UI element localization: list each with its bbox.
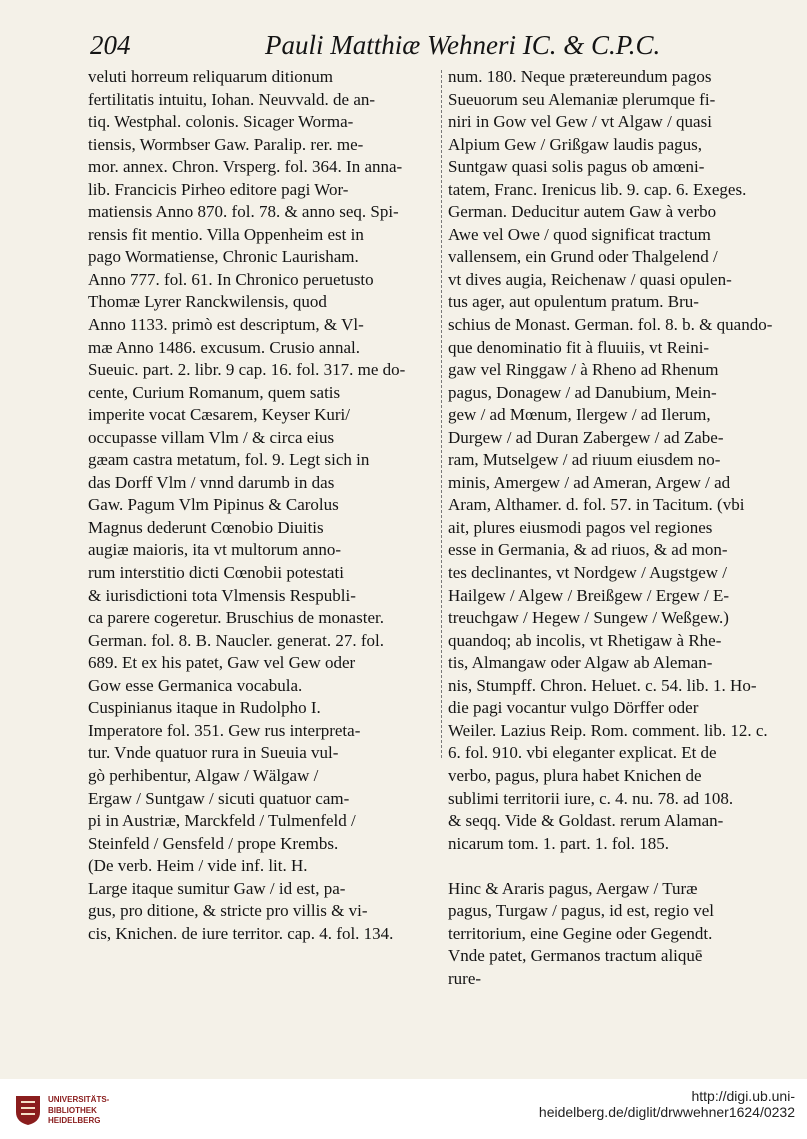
text-line: minis, Amergew / ad Ameran, Argew / ad [448,472,731,492]
text-line: Thomæ Lyrer Ranckwilensis, quod [88,292,327,312]
text-line: rensis fit mentio. Villa Oppenheim est in [88,224,364,244]
text-line: Sueuorum seu Alemaniæ plerumque fi- [448,89,716,109]
text-line: num. 180. Neque prætereundum pagos [448,67,712,86]
text-line: das Dorff Vlm / vnnd darumb in das [88,472,335,492]
text-line: mor. annex. Chron. Vrsperg. fol. 364. In anna- [88,157,403,177]
text-line: cente, Curium Romanum, quem satis [88,382,341,402]
text-line: veluti horreum reliquarum ditionum [88,67,334,86]
library-seal-icon [14,1092,42,1126]
text-line: & iurisdictioni tota Vlmensis Respubli- [88,585,356,605]
text-line: mæ Anno 1486. excusum. Crusio annal. [88,337,360,357]
text-line: rure- [448,968,482,988]
text-line: (De verb. Heim / vide inf. lit. H. [88,856,308,876]
text-line: Weiler. Lazius Reip. Rom. comment. lib. 12. c. [448,720,768,740]
text-line: tes declinantes, vt Nordgew / Augstgew / [448,563,728,583]
text-line: Aram, Althamer. d. fol. 57. in Tacitum. (vbi [448,495,745,515]
text-line: sublimi territorii iure, c. 4. nu. 78. ad 108. [448,788,734,808]
text-line: Suntgaw quasi solis pagus ob amœni- [448,157,705,177]
text-line: Gaw. Pagum Vlm Pipinus & Carolus [88,495,339,515]
text-line: esse in Germania, & ad riuos, & ad mon- [448,540,728,560]
text-line: Hailgew / Algew / Breißgew / Ergew / E- [448,585,730,605]
text-line: die pagi vocantur vulgo Dörffer oder [448,698,699,718]
text-line: cis, Knichen. de iure territor. cap. 4. fol. 134. [88,923,394,943]
text-line: gew / ad Mœnum, Ilergew / ad Ilerum, [448,405,711,425]
text-line: matiensis Anno 870. fol. 78. & anno seq. Spi- [88,202,399,222]
text-line: nis, Stumpff. Chron. Heluet. c. 54. lib. 1. Ho- [448,675,757,695]
text-line: territorium, eine Gegine oder Gegendt. [448,923,713,943]
text-line: Anno 777. fol. 61. In Chronico peruetusto [88,269,374,289]
column-divider [441,70,442,758]
text-line: occupasse villam Vlm / & circa eius [88,427,335,447]
text-line: tiq. Westphal. colonis. Sicager Worma- [88,112,354,132]
text-line: vt dives augia, Reichenaw / quasi opulen- [448,269,732,289]
text-line: Large itaque sumitur Gaw / id est, pa- [88,878,346,898]
text-line: Cuspinianus itaque in Rudolpho I. [88,698,321,718]
text-line: Imperatore fol. 351. Gew rus interpreta- [88,720,361,740]
text-line: treuchgaw / Hegew / Sungew / Weßgew.) [448,608,729,628]
text-line: Sueuic. part. 2. libr. 9 cap. 16. fol. 317. me do- [88,360,406,380]
text-line: Alpium Gew / Grißgaw laudis pagus, [448,134,703,154]
running-title: Pauli Matthiæ Wehneri IC. & C.P.C. [265,30,661,60]
text-line: vallensem, ein Grund oder Thalgelend / [448,247,718,267]
text-line: 6. fol. 910. vbi eleganter explicat. Et de [448,743,717,763]
text-line: gæam castra metatum, fol. 9. Legt sich in [88,450,370,470]
text-line: verbo, pagus, plura habet Knichen de [448,765,702,785]
text-line: fertilitatis intuitu, Iohan. Neuvvald. de an- [88,89,376,109]
source-url[interactable]: http://digi.ub.uni-heidelberg.de/diglit/drwwehner1624/0232 [538,1088,795,1120]
text-line: Vnde patet, Germanos tractum aliquē [448,946,703,966]
right-text-column [448,66,786,990]
text-line: 689. Et ex his patet, Gaw vel Gew oder [88,653,356,673]
text-line: gaw vel Ringgaw / à Rheno ad Rhenum [448,360,719,380]
text-line: pi in Austriæ, Marckfeld / Tulmenfeld / [88,811,356,831]
text-line: gò perhibentur, Algaw / Wälgaw / [88,765,319,785]
text-line: tiensis, Wormbser Gaw. Paralip. rer. me- [88,134,364,154]
text-line: rum interstitio dicti Cœnobii potestati [88,563,344,583]
library-name-line: HEIDELBERG [48,1116,101,1125]
library-name [48,1095,109,1127]
text-line: pagus, Donagew / ad Danubium, Mein- [448,382,717,402]
text-line: Gow esse Germanica vocabula. [88,675,303,695]
text-line: pago Wormatiense, Chronic Laurisham. [88,247,359,267]
text-line: Steinfeld / Gensfeld / prope Krembs. [88,833,339,853]
text-line: nicarum tom. 1. part. 1. fol. 185. [448,833,669,853]
left-text-column [88,66,436,945]
text-line: Durgew / ad Duran Zabergew / ad Zabe- [448,427,724,447]
text-line: ca parere cogeretur. Bruschius de monaster. [88,608,384,628]
text-line: Anno 1133. primò est descriptum, & Vl- [88,315,364,335]
page-number: 204 [90,30,131,60]
library-name-line: UNIVERSITÄTS- [48,1095,110,1104]
text-line: Magnus dederunt Cœnobio Diuitis [88,517,324,537]
text-line: Hinc & Araris pagus, Aergaw / Turæ [448,878,698,898]
text-line: Ergaw / Suntgaw / sicuti quatuor cam- [88,788,350,808]
text-line: imperite vocat Cæsarem, Keyser Kuri/ [88,405,351,425]
text-line: lib. Francicis Pirheo editore pagi Wor- [88,179,349,199]
text-line: German. Deducitur autem Gaw à verbo [448,202,717,222]
text-line: gus, pro ditione, & stricte pro villis & vi- [88,901,368,921]
text-line: tatem, Franc. Irenicus lib. 9. cap. 6. Exeges. [448,179,747,199]
text-line: tis, Almangaw oder Algaw ab Aleman- [448,653,713,673]
text-line: schius de Monast. German. fol. 8. b. & quando- [448,315,773,335]
text-line: German. fol. 8. B. Naucler. generat. 27. fol. [88,630,384,650]
library-name-line: BIBLIOTHEK [48,1105,97,1115]
text-line: niri in Gow vel Gew / vt Algaw / quasi [448,112,712,132]
text-line: tur. Vnde quatuor rura in Sueuia vul- [88,743,339,763]
text-line: que denominatio fit à fluuiis, vt Reini- [448,337,710,357]
text-line: quandoq; ab incolis, vt Rhetigaw à Rhe- [448,630,722,650]
text-line: pagus, Turgaw / pagus, id est, regio vel [448,901,715,921]
text-line: augiæ maioris, ita vt multorum anno- [88,540,342,560]
text-line: ram, Mutselgew / ad riuum eiusdem no- [448,450,721,470]
page-header [90,30,661,70]
text-line: Awe vel Owe / quod significat tractum [448,224,711,244]
text-line [448,855,786,878]
text-line: & seqq. Vide & Goldast. rerum Alaman- [448,811,724,831]
text-line: tus ager, aut opulentum pratum. Bru- [448,292,699,312]
text-line: ait, plures eiusmodi pagos vel regiones [448,517,713,537]
